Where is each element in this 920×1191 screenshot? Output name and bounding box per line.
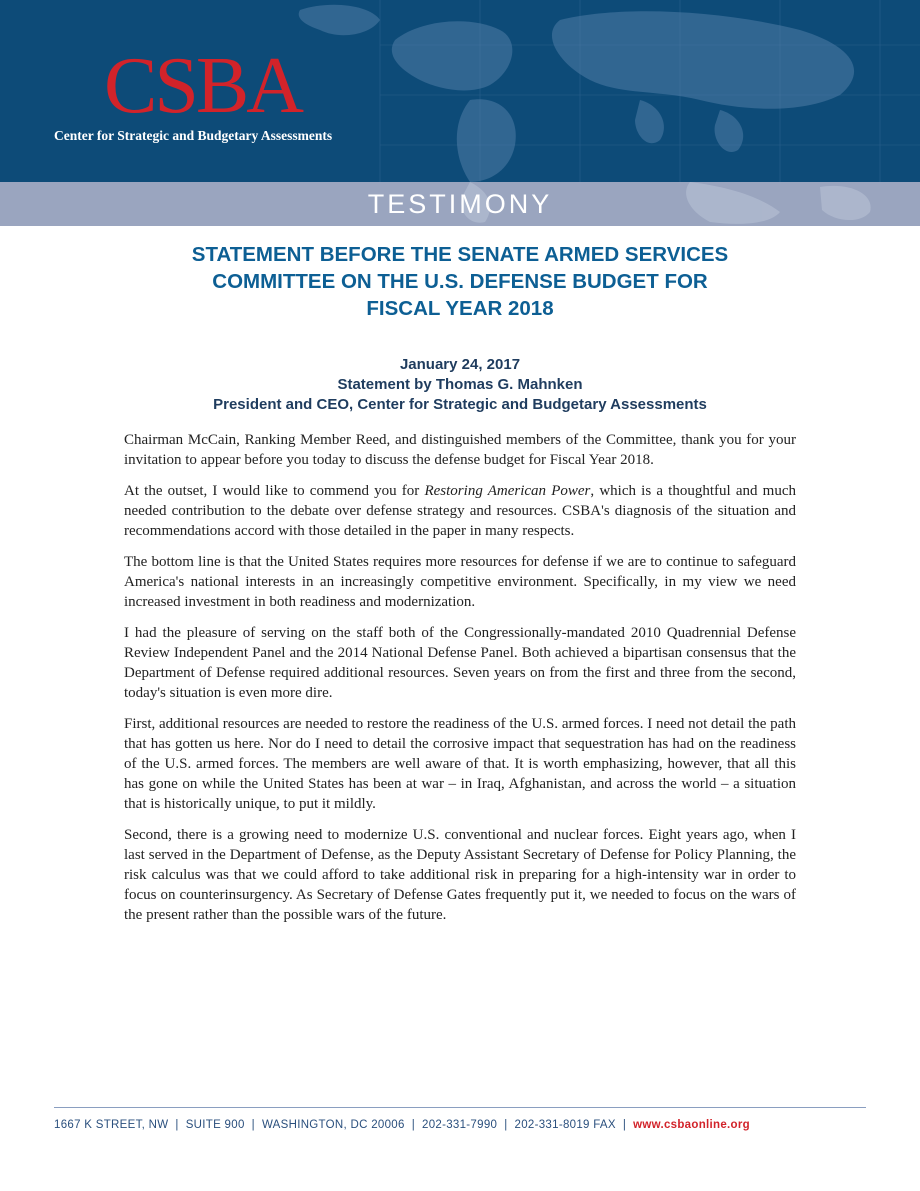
paragraph-readiness: First, additional resources are needed to restore the readiness of the U.S. armed forces. I need not detail the path that has gotten us here. Nor do I need to detail the corrosive impact that sequestration has had on the readiness of the U.S. armed forces. The members are well aware of that. It is worth emphasizing, however, that all this has gone on while the United States has been at war – in Iraq, Afghanistan, and across the world – a situation that is historically unique, to put it mildly. (124, 716, 796, 812)
title-line: FISCAL YEAR 2018 (366, 297, 554, 320)
organization-name: Center for Strategic and Budgetary Assessments (54, 128, 333, 143)
footer-phone: 202-331-7990 (422, 1119, 498, 1131)
footer-divider (54, 1107, 866, 1108)
paragraph-text: , which is a thoughtful and much needed contribution to the debate over defense strategy and resources. CSBA's diagnosis of the situation and recommendations accord with those detailed in the paper in many respects. (124, 483, 797, 539)
testimony-label: TESTIMONY (367, 189, 553, 219)
footer-address: 1667 K STREET, NW (54, 1119, 169, 1131)
footer-contact (54, 1119, 866, 1131)
paragraph-greeting: Chairman McCain, Ranking Member Reed, and distinguished members of the Committee, thank you for your invitation to appear before you today to discuss the defense budget for Fiscal Year 2018. (124, 432, 796, 468)
footer-city: WASHINGTON, DC 20006 (261, 1119, 405, 1131)
footer-separator: | (622, 1119, 627, 1131)
footer-separator: | (504, 1119, 508, 1131)
paragraph-bottom-line: The bottom line is that the United States requires more resources for defense if we are to continue to safeguard America's national interests in an increasingly competitive environment. Specifically, in my view we need increased investment in both readiness and modernization. (124, 554, 796, 610)
csba-logo: CSBA (104, 42, 301, 130)
footer-separator: | (175, 1119, 179, 1131)
footer-separator: | (411, 1119, 415, 1131)
footer-separator: | (251, 1119, 255, 1131)
title-line: COMMITTEE ON THE U.S. DEFENSE BUDGET FOR (212, 270, 708, 293)
paragraph-text: At the outset, I would like to commend you for (124, 483, 425, 499)
footer-website-link[interactable]: www.csbaonline.org (633, 1119, 750, 1131)
statement-meta (100, 355, 820, 415)
footer-suite: SUITE 900 (185, 1119, 245, 1131)
author-affiliation: President and CEO, Center for Strategic and Budgetary Assessments (213, 396, 707, 413)
document-body (124, 430, 796, 936)
paragraph-commendation (124, 481, 796, 541)
statement-author: Statement by Thomas G. Mahnken (337, 376, 583, 393)
paragraph-panels: I had the pleasure of serving on the staff both of the Congressionally-mandated 2010 Quadrennial Defense Review Independent Panel and the 2014 National Defense Panel. Both achieved a bipartisan consensus that the Department of Defense required additional resources. Seven years on from the first and three from the second, today's situation is even more dire. (124, 625, 796, 701)
title-line: STATEMENT BEFORE THE SENATE ARMED SERVICES (191, 243, 729, 266)
header-banner (0, 0, 920, 182)
footer-fax: 202-331-8019 FAX (514, 1119, 616, 1131)
paragraph-modernization: Second, there is a growing need to modernize U.S. conventional and nuclear forces. Eight years ago, when I last served in the Department of Defense, as the Deputy Assistant Secretary of Defense for Policy Planning, the risk calculus was that we could afford to take additional risk in preparing for a high-intensity war in order to focus on counterinsurgency. As Secretary of Defense Gates frequently put it, we needed to focus on the wars of the present rather than the possible wars of the future. (124, 827, 796, 923)
testimony-band (0, 182, 920, 226)
report-title-italic: Restoring American Power (424, 483, 591, 499)
document-title (100, 241, 820, 322)
statement-date: January 24, 2017 (399, 356, 521, 373)
